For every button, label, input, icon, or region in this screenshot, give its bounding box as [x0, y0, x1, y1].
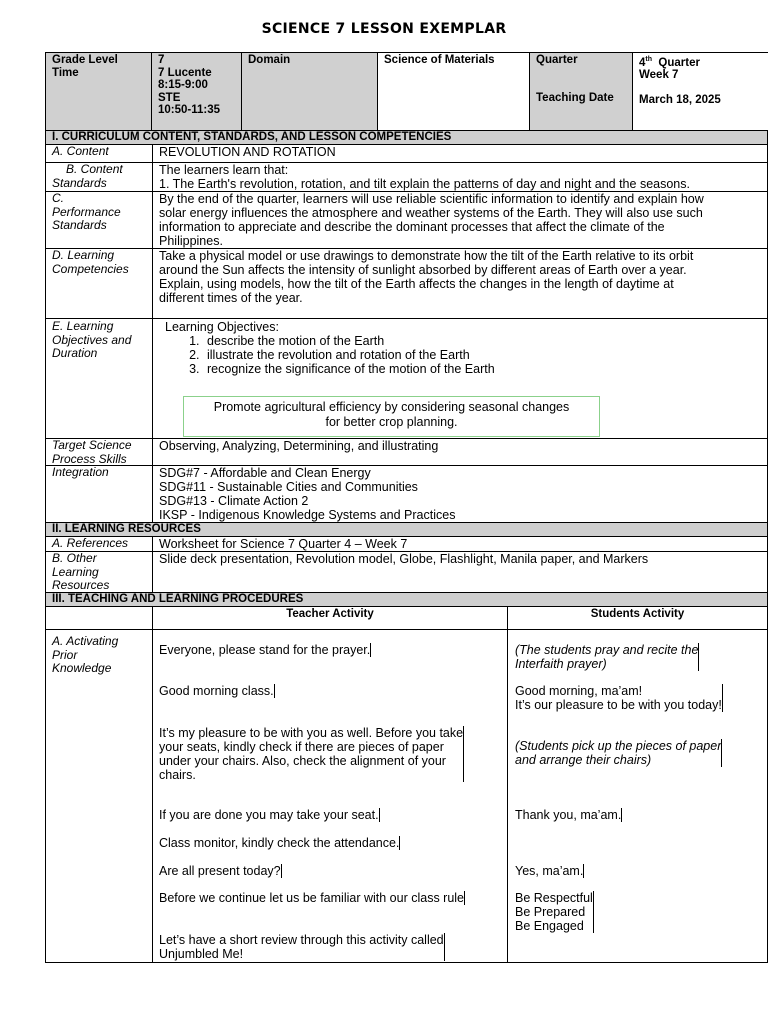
header-spacer: [46, 607, 153, 629]
activating-label: A. Activating Prior Knowledge: [46, 630, 153, 962]
content-label: A. Content: [46, 145, 153, 162]
objectives-list: [159, 334, 761, 376]
objectives-intro: Learning Objectives:: [165, 320, 279, 334]
week-value: Week 7: [639, 69, 679, 82]
grade-value: 7: [158, 54, 165, 66]
quarter-value: 4th Quarter: [639, 56, 700, 69]
time-label: Time: [52, 66, 79, 79]
performance-value: By the end of the quarter, learners will use reliable scientific information to identify and explain how solar energy influences the atmosphere and weather systems of the Earth. They will also use such information to appreciate and describe the dominant processes that affect the climate of the Philippines.: [153, 192, 768, 248]
document-title: SCIENCE 7 LESSON EXEMPLAR: [261, 21, 507, 37]
objectives-label: E. Learning Objectives and Duration: [46, 319, 153, 438]
quarter-label: Quarter: [536, 54, 578, 66]
standards-label: B. Content Standards: [46, 163, 153, 191]
teacher-activity-header: Teacher Activity: [153, 607, 508, 629]
teacher-line: If you are done you may take your seat.: [159, 808, 379, 822]
section-value-2: STE: [158, 91, 181, 104]
quarter-label-cell: [530, 53, 633, 131]
teacher-line: Everyone, please stand for the prayer.: [159, 643, 371, 657]
teaching-date-label: Teaching Date: [536, 91, 614, 104]
teacher-line: Are all present today?: [159, 864, 281, 878]
competencies-row: [45, 249, 768, 319]
domain-value-cell: [378, 53, 530, 131]
student-line: Be Respectful Be Prepared Be Engaged: [515, 891, 593, 933]
section-3-heading: III. TEACHING AND LEARNING PROCEDURES: [45, 593, 768, 607]
grade-level-label: Grade Level: [52, 54, 118, 66]
student-line: (The students pray and recite the Interfaith prayer): [515, 643, 699, 671]
teacher-line: It’s my pleasure to be with you as well. Before you take your seats, kindly check if there are pieces of paper under your chairs. Also, check the alignment of your chairs.: [159, 726, 464, 782]
content-row: [45, 145, 768, 163]
student-line: (Students pick up the pieces of paper and arrange their chairs): [515, 739, 722, 767]
grade-value-cell: [152, 53, 242, 131]
domain-label-cell: [242, 53, 378, 131]
quarter-value-cell: [633, 53, 768, 131]
other-resources-value: Slide deck presentation, Revolution model, Globe, Flashlight, Manila paper, and Markers: [153, 552, 768, 592]
objective-item: 2. illustrate the revolution and rotation of the Earth: [203, 348, 761, 362]
student-line: Thank you, ma’am.: [515, 808, 622, 822]
skills-row: [45, 439, 768, 466]
integration-row: [45, 466, 768, 523]
teacher-line: Good morning class.: [159, 684, 274, 698]
standards-value: The learners learn that: 1. The Earth's revolution, rotation, and tilt explain the patterns of day and night and the seasons.: [153, 163, 768, 191]
other-resources-row: [45, 552, 768, 593]
section-value: 7 Lucente: [158, 66, 212, 79]
time-value-1: 8:15-9:00: [158, 79, 208, 91]
teacher-line: Class monitor, kindly check the attendance.: [159, 836, 400, 850]
content-value: REVOLUTION AND ROTATION: [153, 145, 768, 162]
teacher-activity-column: [153, 630, 508, 962]
student-line: Yes, ma’am.: [515, 864, 584, 878]
students-activity-header: Students Activity: [508, 607, 768, 629]
references-value: Worksheet for Science 7 Quarter 4 – Week 7: [153, 537, 768, 551]
activity-header-row: [45, 607, 768, 630]
references-row: [45, 537, 768, 552]
header-row: [45, 52, 768, 131]
other-resources-label: B. Other Learning Resources: [46, 552, 153, 592]
skills-value: Observing, Analyzing, Determining, and illustrating: [153, 439, 768, 465]
teaching-date-value: March 18, 2025: [639, 93, 721, 106]
performance-row: [45, 192, 768, 249]
objectives-value: [153, 319, 768, 438]
domain-label: Domain: [248, 54, 291, 66]
lesson-table: [45, 52, 768, 963]
objective-item: 1. describe the motion of the Earth: [203, 334, 761, 348]
integration-value: SDG#7 - Affordable and Clean Energy SDG#11 - Sustainable Cities and Communities SDG#13 - Climate Action 2 IKSP - Indigenous Knowledge Systems and Practices: [153, 466, 768, 522]
objective-item: 3. recognize the significance of the motion of the Earth: [203, 362, 761, 376]
integration-label: Integration: [46, 466, 153, 522]
objectives-row: [45, 319, 768, 439]
references-label: A. References: [46, 537, 153, 551]
grade-label-cell: [46, 53, 152, 131]
competencies-label: D. Learning Competencies: [46, 249, 153, 318]
domain-value: Science of Materials: [384, 54, 495, 66]
teacher-line: Let’s have a short review through this activity called Unjumbled Me!: [159, 933, 444, 961]
performance-label: C. Performance Standards: [46, 192, 153, 248]
time-value-2: 10:50-11:35: [158, 104, 221, 116]
teacher-line: Before we continue let us be familiar with our class rule: [159, 891, 465, 905]
competencies-value: Take a physical model or use drawings to demonstrate how the tilt of the Earth relative to its orbit around the Sun affects the intensity of sunlight absorbed by different areas of Earth over a year. Explain, using models, how the tilt of the Earth affects the changes in the length of daytime at different times of the year.: [153, 249, 768, 318]
skills-label: Target Science Process Skills: [46, 439, 153, 465]
standards-row: [45, 163, 768, 192]
section-2-heading: II. LEARNING RESOURCES: [45, 523, 768, 537]
student-line: Good morning, ma’am! It’s our pleasure to be with you today!: [515, 684, 722, 712]
promo-box: Promote agricultural efficiency by considering seasonal changes for better crop planning.: [183, 396, 600, 437]
activating-row: [45, 630, 768, 963]
section-1-heading: I. CURRICULUM CONTENT, STANDARDS, AND LESSON COMPETENCIES: [45, 131, 768, 145]
